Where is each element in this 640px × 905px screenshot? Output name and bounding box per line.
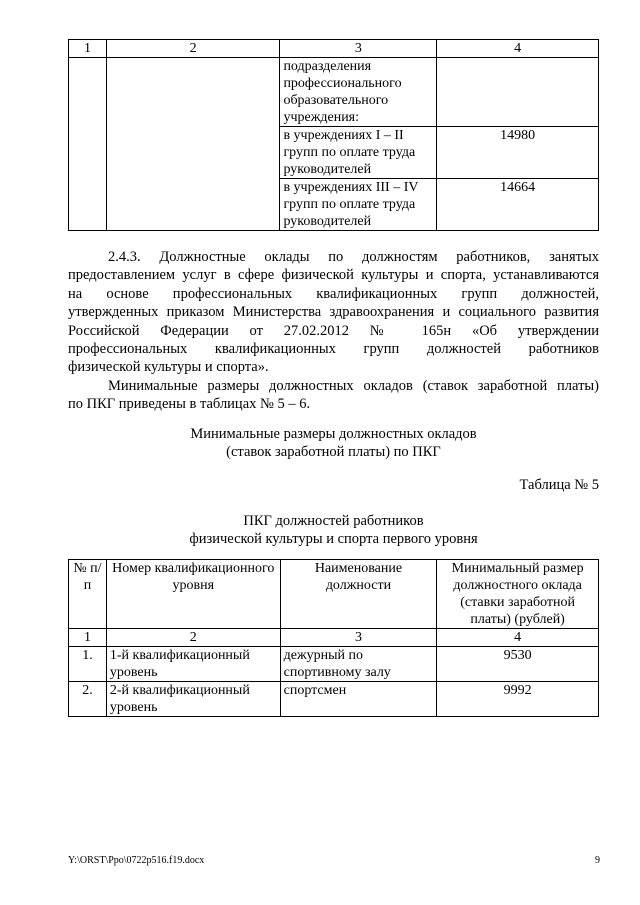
- table-header-row: [69, 40, 599, 58]
- table-5: [68, 559, 599, 717]
- text-line: физической культуры и спорта».: [68, 359, 269, 376]
- column-header: Наименование должности: [280, 560, 437, 629]
- column-header: № п/п: [69, 560, 107, 629]
- row-number: 1.: [69, 647, 107, 682]
- numbering-cell: 1: [69, 629, 107, 647]
- column-header: Номер квалификационного уровня: [106, 560, 280, 629]
- table-cell: в учреждениях I – II групп по оплате труда руководителей: [280, 127, 437, 179]
- table-row: [69, 647, 599, 682]
- table-cell: в учреждениях III – IV групп по оплате труда руководителей: [280, 179, 437, 231]
- table-row: [69, 58, 599, 127]
- paragraph-2-4-3: [68, 248, 599, 377]
- row-number: 2.: [69, 682, 107, 717]
- text-line: по ПКГ приведены в таблицах № 5 – 6.: [68, 396, 311, 413]
- table-cell: [69, 58, 107, 231]
- header-cell: 3: [280, 40, 437, 58]
- numbering-cell: 2: [106, 629, 280, 647]
- footer-page-number: 9: [595, 855, 600, 866]
- table-row: [69, 682, 599, 717]
- salary-cell: 14664: [437, 179, 599, 231]
- column-header: Минимальный размер должностного оклада (ставки заработной платы) (рублей): [437, 560, 599, 629]
- numbering-cell: 4: [437, 629, 599, 647]
- position-name: дежурный по спортивному залу: [280, 647, 437, 682]
- qualification-level: 1-й квалификационный уровень: [106, 647, 280, 682]
- header-cell: 1: [69, 40, 107, 58]
- text-line: утвержденных приказом Министерства здравоохранения и социального развития: [68, 304, 599, 321]
- table-label: Таблица № 5: [519, 477, 599, 493]
- numbering-cell: 3: [280, 629, 437, 647]
- table-header-row: [69, 560, 599, 629]
- heading-line: физической культуры и спорта первого уровня: [189, 531, 478, 548]
- numbering-row: [69, 629, 599, 647]
- text-line: Минимальные размеры должностных окладов (ставок заработной платы): [108, 378, 599, 394]
- text-line: на основе профессиональных квалификационных групп должностей,: [68, 285, 599, 302]
- salary-cell: 9992: [437, 682, 599, 717]
- table-cell: [437, 58, 599, 127]
- salary-cell: 9530: [437, 647, 599, 682]
- header-cell: 4: [437, 40, 599, 58]
- salary-cell: 14980: [437, 127, 599, 179]
- text-line: Российской Федерации от 27.02.2012 № 165н «Об утверждении: [68, 322, 599, 339]
- text-line: предоставлением услуг в сфере физической культуры и спорта, устанавливаются: [68, 267, 599, 284]
- heading-line: (ставок заработной платы) по ПКГ: [226, 444, 441, 461]
- header-cell: 2: [106, 40, 280, 58]
- table-heading: [68, 512, 599, 549]
- table-cell: подразделения профессионального образовательного учреждения:: [280, 58, 437, 127]
- text-line: 2.4.3. Должностные оклады по должностям работников, занятых: [108, 249, 599, 265]
- heading-line: Минимальные размеры должностных окладов: [190, 426, 477, 442]
- position-name: спортсмен: [280, 682, 437, 717]
- section-heading: [68, 425, 599, 462]
- paragraph-minimal-sizes: [68, 377, 599, 414]
- footer-file-path: Y:\ORST\Ppo\0722p516.f19.docx: [68, 855, 205, 866]
- table-cell: [106, 58, 280, 231]
- heading-line: ПКГ должностей работников: [243, 513, 424, 529]
- continued-table: [68, 39, 599, 231]
- text-line: профессиональных квалификационных групп должностей работников: [68, 341, 599, 358]
- qualification-level: 2-й квалификационный уровень: [106, 682, 280, 717]
